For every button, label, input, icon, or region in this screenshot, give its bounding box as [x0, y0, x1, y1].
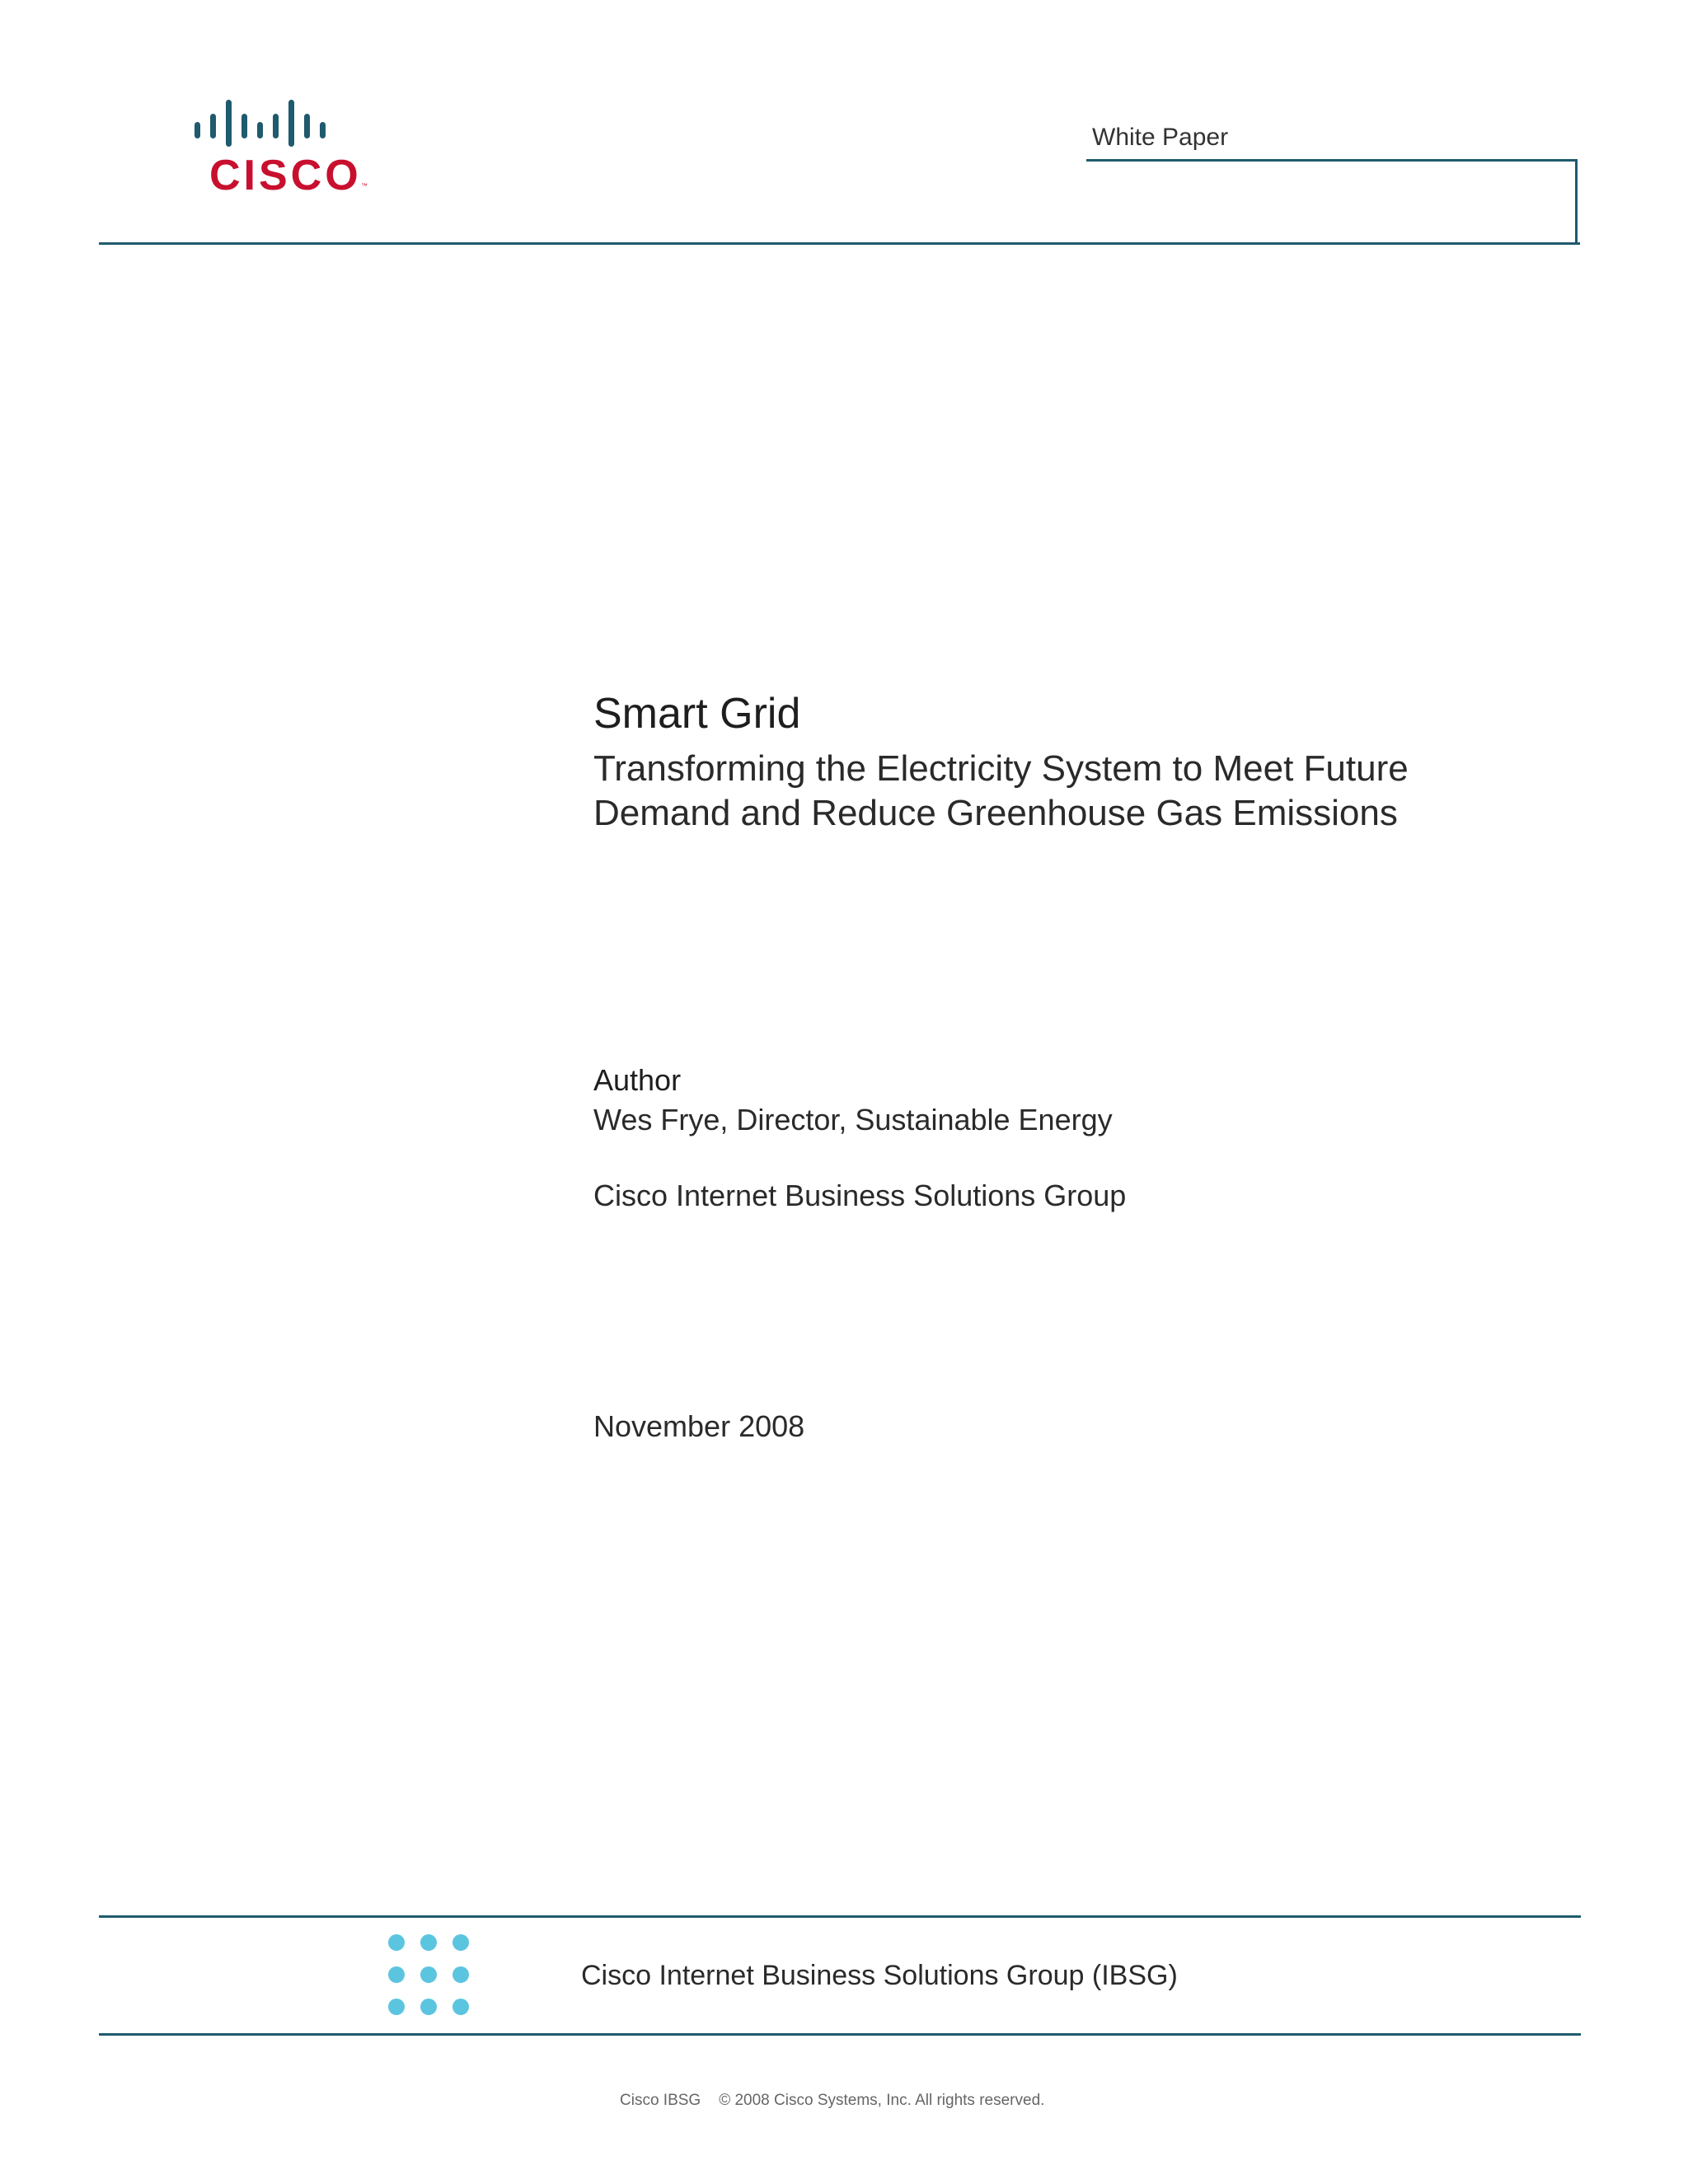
header-divider [99, 242, 1580, 245]
author-name: Wes Frye, Director, Sustainable Energy [593, 1103, 1113, 1137]
subtitle-line: Transforming the Electricity System to Meet Future [593, 748, 1409, 789]
svg-text:™: ™ [361, 182, 368, 190]
footer-divider-bottom [99, 2033, 1581, 2036]
footer-organization: Cisco Internet Business Solutions Group (IBSG) [581, 1960, 1178, 1991]
publication-date: November 2008 [593, 1409, 805, 1443]
dot-grid-icon [387, 1933, 478, 2023]
author-organization: Cisco Internet Business Solutions Group [593, 1179, 1127, 1212]
cisco-logo [195, 97, 376, 196]
document-type-label: White Paper [1092, 124, 1229, 151]
copyright-source: Cisco IBSG [620, 2092, 701, 2109]
footer-divider-top [99, 1915, 1581, 1918]
document-type-frame [1086, 159, 1578, 244]
copyright-notice: © 2008 Cisco Systems, Inc. All rights reserved. [719, 2092, 1045, 2109]
subtitle-line: Demand and Reduce Greenhouse Gas Emissions [593, 793, 1398, 833]
document-title: Smart Grid [593, 690, 801, 738]
copyright-line [620, 2092, 1044, 2110]
author-heading: Author [593, 1063, 682, 1097]
svg-text:CISCO: CISCO [209, 152, 362, 196]
document-subtitle [593, 747, 1409, 836]
